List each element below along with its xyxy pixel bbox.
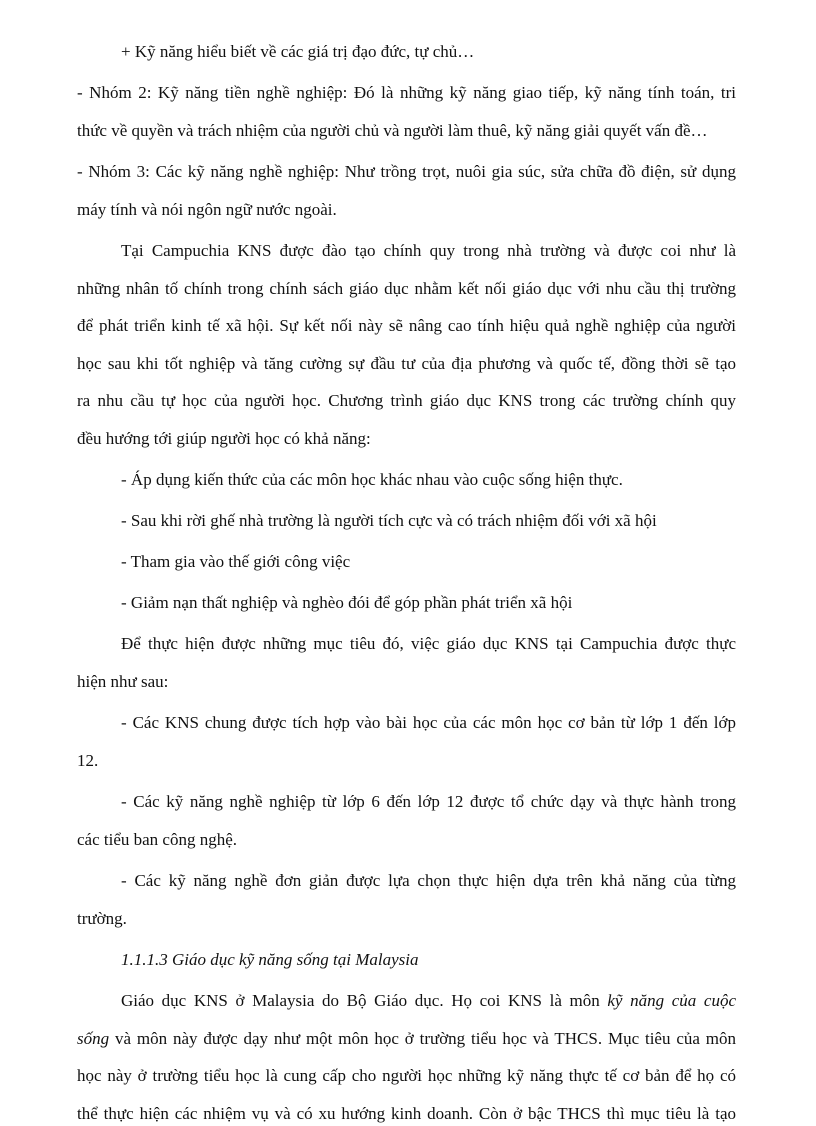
text-line [77, 1027, 736, 1051]
text-line: đều hướng tới giúp người học có khả năng: [77, 429, 371, 448]
text-span: Giáo dục KNS ở Malaysia do Bộ Giáo dục. Họ coi KNS là môn [121, 991, 608, 1010]
emphasis-text: kỹ năng của cuộc [607, 991, 736, 1010]
text-line: hiện như sau: [77, 672, 169, 691]
list-item: - Các kỹ năng nghề nghiệp từ lớp 6 đến lớp 12 được tổ chức dạy và thực hành trong [121, 792, 736, 811]
text-span: và môn này được dạy như một môn học ở trường tiểu học và THCS. Mục tiêu của môn [109, 1029, 736, 1048]
text-line: học sau khi tốt nghiệp và tăng cường sự đầu tư của địa phương và quốc tế, đồng thời sẽ tạo [77, 354, 736, 373]
text-line: thể thực hiện các nhiệm vụ và có xu hướng kinh doanh. Còn ở bậc THCS thì mục tiêu là tạo [77, 1104, 736, 1123]
text-line: những nhân tố chính trong chính sách giáo dục nhằm kết nối giáo dục với nhu cầu thị trường [77, 279, 736, 298]
list-item: - Áp dụng kiến thức của các môn học khác nhau vào cuộc sống hiện thực. [121, 470, 623, 489]
text-line: 12. [77, 751, 99, 770]
text-line: học này ở trường tiểu học là cung cấp cho người học những kỹ năng thực tế cơ bản để họ có [77, 1066, 736, 1085]
text-line: thức về quyền và trách nhiệm của người chủ và người làm thuê, kỹ năng giải quyết vấn đề… [77, 121, 708, 140]
list-item: - Các KNS chung được tích hợp vào bài học của các môn học cơ bản từ lớp 1 đến lớp [121, 713, 736, 732]
text-line: + Kỹ năng hiểu biết về các giá trị đạo đức, tự chủ… [121, 42, 475, 61]
text-line: các tiểu ban công nghệ. [77, 830, 238, 849]
text-line: ra nhu cầu tự học của người học. Chương trình giáo dục KNS trong các trường chính quy [77, 391, 736, 410]
list-item: - Các kỹ năng nghề đơn giản được lựa chọn thực hiện dựa trên khả năng của từng [121, 871, 736, 890]
text-line: máy tính và nói ngôn ngữ nước ngoài. [77, 200, 337, 219]
text-line: Tại Campuchia KNS được đào tạo chính quy trong nhà trường và được coi như là [121, 241, 736, 260]
list-item: - Tham gia vào thế giới công việc [121, 552, 351, 571]
list-item: - Sau khi rời ghế nhà trường là người tích cực và có trách nhiệm đối với xã hội [121, 511, 657, 530]
list-item: - Giảm nạn thất nghiệp và nghèo đói để góp phần phát triển xã hội [121, 593, 573, 612]
text-line [121, 989, 736, 1013]
section-heading: 1.1.1.3 Giáo dục kỹ năng sống tại Malaysia [121, 950, 419, 969]
text-line: - Nhóm 2: Kỹ năng tiền nghề nghiệp: Đó là những kỹ năng giao tiếp, kỹ năng tính toán, tri [77, 83, 736, 102]
text-line: để phát triển kinh tế xã hội. Sự kết nối này sẽ nâng cao tính hiệu quả nghề nghiệp của người [77, 316, 736, 335]
text-line: trường. [77, 909, 127, 928]
text-line: Để thực hiện được những mục tiêu đó, việc giáo dục KNS tại Campuchia được thực [121, 634, 736, 653]
text-line: - Nhóm 3: Các kỹ năng nghề nghiệp: Như trồng trọt, nuôi gia súc, sửa chữa đồ điện, sử dụng [77, 162, 736, 181]
emphasis-text: sống [77, 1029, 110, 1048]
